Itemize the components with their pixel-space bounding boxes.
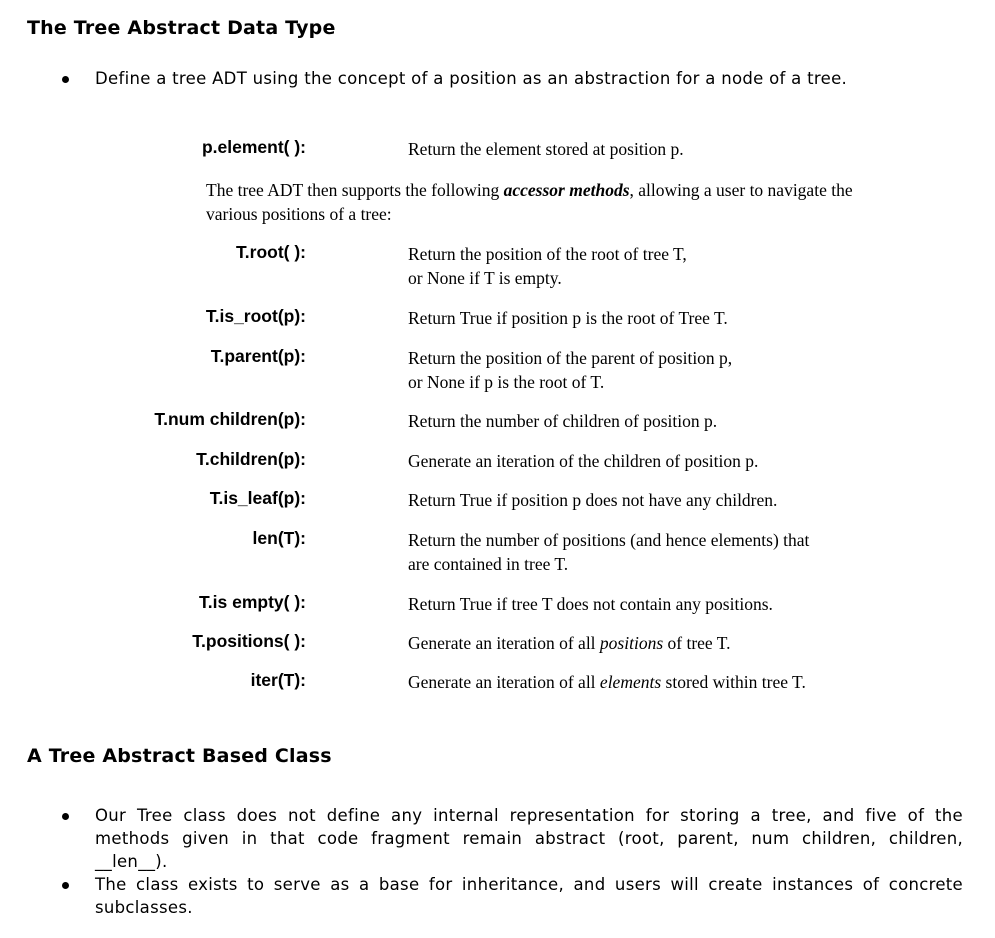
method-name: p.element( ): <box>201 137 306 157</box>
method-desc <box>408 242 687 290</box>
method-name: T.root( ): <box>236 242 306 262</box>
method-name: T.is_leaf(p): <box>209 488 306 508</box>
desc-emphasis: positions <box>599 633 664 653</box>
intro-paragraph <box>206 178 856 226</box>
bullet-line: __len__). <box>95 852 168 871</box>
method-desc: Return True if tree T does not contain any positions. <box>408 594 773 614</box>
bullet-tree-class-abstract <box>95 804 963 873</box>
method-desc: Return the element stored at position p. <box>408 139 684 159</box>
method-desc <box>408 346 732 394</box>
desc-text: Generate an iteration of all <box>408 633 600 653</box>
desc-line-2: or None if p is the root of T. <box>408 372 605 392</box>
desc-line-2: are contained in tree T. <box>408 554 569 574</box>
method-name: T.is empty( ): <box>199 592 306 612</box>
desc-line-2: or None if T is empty. <box>408 268 562 288</box>
bullet-line: subclasses. <box>95 898 193 917</box>
desc-line-1: Return the position of the root of tree T, <box>408 244 687 264</box>
section-title-tree-abstract-class: A Tree Abstract Based Class <box>27 745 332 767</box>
method-desc <box>408 631 731 655</box>
method-desc: Generate an iteration of the children of position p. <box>408 451 759 471</box>
desc-text: stored within tree T. <box>661 672 806 692</box>
method-name: iter(T): <box>250 670 306 690</box>
intro-emphasis: accessor methods <box>503 180 630 200</box>
method-name: T.positions( ): <box>192 631 306 651</box>
desc-text: of tree T. <box>663 633 731 653</box>
method-name: T.parent(p): <box>210 346 306 366</box>
desc-line-1: Return the position of the parent of position p, <box>408 348 733 368</box>
method-name: len(T): <box>252 528 306 548</box>
method-desc: Return True if position p is the root of Tree T. <box>408 308 728 328</box>
desc-emphasis: elements <box>599 672 662 692</box>
bullet-dot <box>62 76 69 83</box>
method-name: T.is_root(p): <box>205 306 306 326</box>
method-desc: Return True if position p does not have any children. <box>408 490 778 510</box>
method-name: T.num children(p): <box>154 409 306 429</box>
bullet-base-for-inheritance <box>95 873 963 919</box>
desc-line-1: Return the number of positions (and hence elements) that <box>408 530 810 550</box>
method-desc <box>408 670 806 694</box>
bullet-dot <box>62 882 69 889</box>
bullet-define-tree-adt: Define a tree ADT using the concept of a position as an abstraction for a node of a tree. <box>95 69 848 88</box>
desc-text: Generate an iteration of all <box>408 672 600 692</box>
intro-text-1: The tree ADT then supports the following <box>206 180 504 200</box>
bullet-line: methods given in that code fragment remain abstract (root, parent, num children, children, <box>95 829 963 848</box>
method-desc: Return the number of children of position p. <box>408 411 718 431</box>
bullet-dot <box>62 813 69 820</box>
intro-text-2: , allowing a user to navigate the various positions of a tree: <box>206 180 853 224</box>
bullet-line: Our Tree class does not define any internal representation for storing a tree, and five of the <box>95 806 963 825</box>
method-name: T.children(p): <box>196 449 306 469</box>
bullet-line: The class exists to serve as a base for inheritance, and users will create instances of concrete <box>95 875 963 894</box>
method-desc <box>408 528 809 576</box>
section-title-tree-adt: The Tree Abstract Data Type <box>27 17 336 39</box>
